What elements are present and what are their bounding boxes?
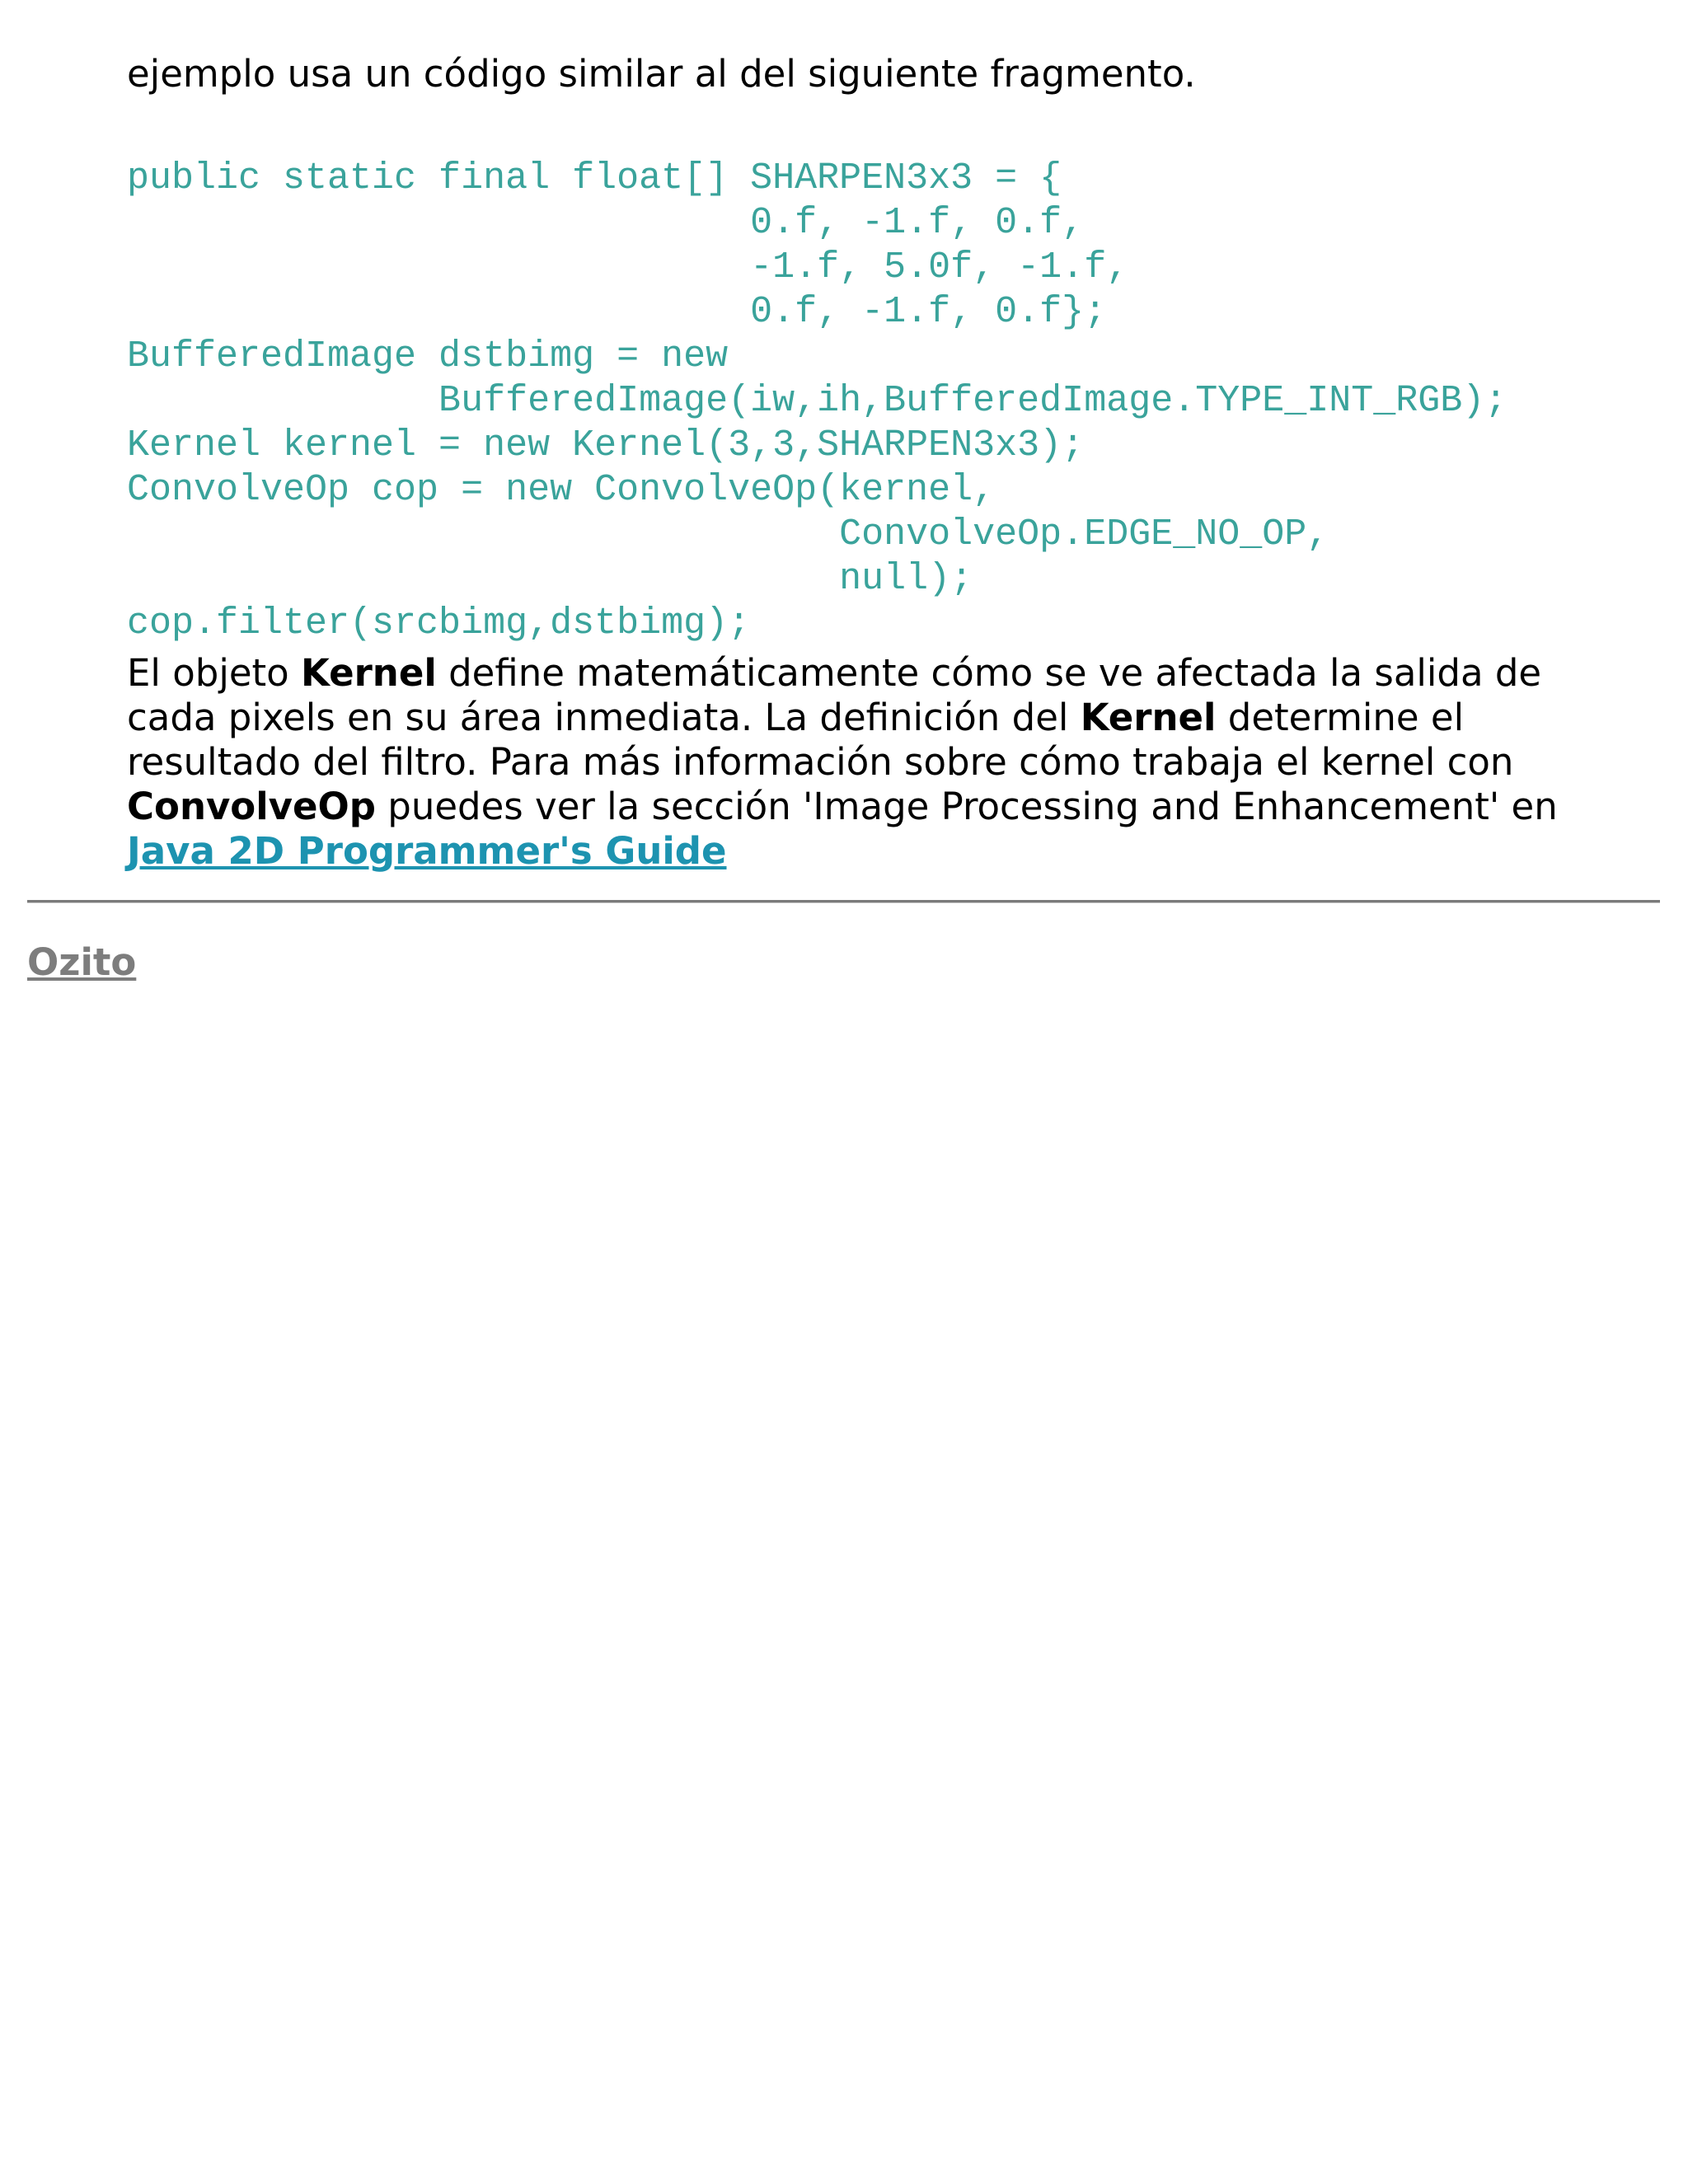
paragraph-text: define matemáticamente cómo se ve afectada la salida de cada pixels en su área inmediata. La definición del xyxy=(127,651,1542,739)
code-line: 0.f, -1.f, 0.f}; xyxy=(127,291,1107,333)
paragraph-text: El objeto xyxy=(127,651,302,695)
java2d-guide-link[interactable]: Java 2D Programmer's Guide xyxy=(127,829,727,873)
paragraph-text: puedes ver la sección 'Image Processing and Enhancement' en xyxy=(375,785,1558,828)
code-line: 0.f, -1.f, 0.f, xyxy=(127,202,1085,244)
intro-text: ejemplo usa un código similar al del siguiente fragmento. xyxy=(127,52,1196,96)
code-line: public static final float[] SHARPEN3x3 = { xyxy=(127,157,1062,199)
code-line: Kernel kernel = new Kernel(3,3,SHARPEN3x3); xyxy=(127,424,1085,466)
code-line: -1.f, 5.0f, -1.f, xyxy=(127,246,1129,288)
kernel-term: Kernel xyxy=(1080,696,1217,739)
kernel-term: Kernel xyxy=(301,651,437,695)
document-body xyxy=(127,51,1561,873)
code-line: BufferedImage dstbimg = new xyxy=(127,335,729,377)
ozito-link[interactable]: Ozito xyxy=(27,940,137,984)
horizontal-divider xyxy=(27,900,1660,903)
code-line: ConvolveOp.EDGE_NO_OP, xyxy=(127,513,1329,555)
code-block xyxy=(127,157,1507,646)
code-line: ConvolveOp cop = new ConvolveOp(kernel, xyxy=(127,469,996,511)
code-line: BufferedImage(iw,ih,BufferedImage.TYPE_INT_RGB); xyxy=(127,380,1507,422)
convolveop-term: ConvolveOp xyxy=(127,785,376,828)
paragraph-text: determine el resultado del filtro. Para más información sobre cómo trabaja el kernel con xyxy=(127,696,1514,784)
kernel-paragraph xyxy=(127,651,1569,874)
code-line: null); xyxy=(127,558,973,600)
code-line: cop.filter(srcbimg,dstbimg); xyxy=(127,602,751,644)
